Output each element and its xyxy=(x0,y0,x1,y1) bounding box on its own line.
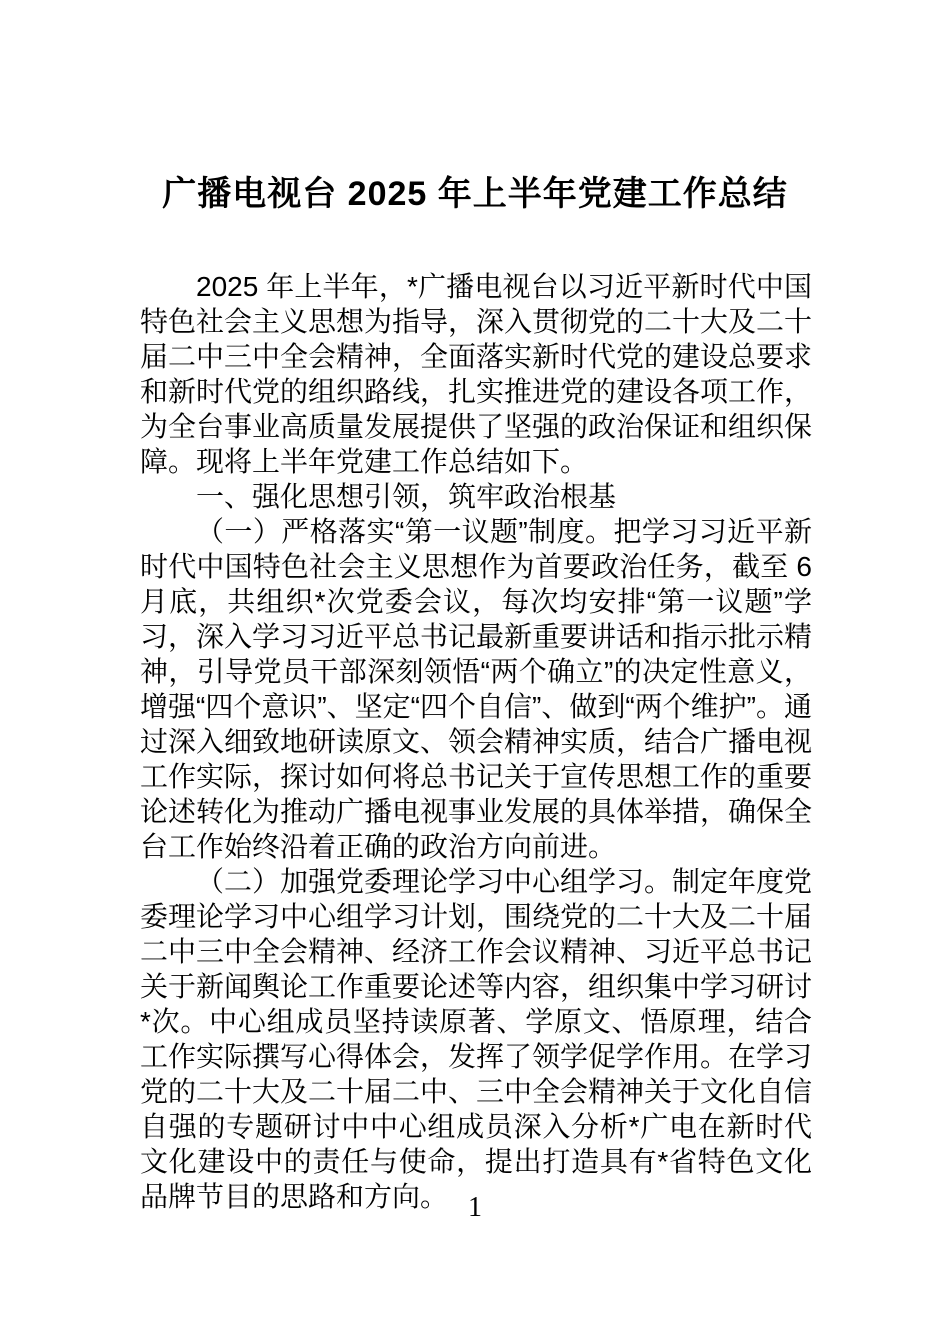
section-heading-1: 一、强化思想引领，筑牢政治根基 xyxy=(196,481,617,512)
paragraph-intro: 2025 年上半年，*广播电视台以习近平新时代中国特色社会主义思想为指导，深入贯彻党的二十大及二十届二中三中全会精神，全面落实新时代党的建设总要求和新时代党的组织路线，扎实推进党的建设各项工作，为全台事业高质量发展提供了坚强的政治保证和组织保障。现将上半年党建工作总结如下。 xyxy=(140,271,813,477)
paragraph-section1-item1: （一）严格落实“第一议题”制度。把学习习近平新时代中国特色社会主义思想作为首要政治任务，截至 6 月底，共组织*次党委会议，每次均安排“第一议题”学习，深入学习习近平总书记最新重要讲话和指示批示精神，引导党员干部深刻领悟“两个确立”的决定性意义，增强“四个意识”、坚定“四个自信”、做到“两个维护”。通过深入细致地研读原文、领会精神实质，结合广播电视工作实际，探讨如何将总书记关于宣传思想工作的重要论述转化为推动广播电视事业发展的具体举措，确保全台工作始终沿着正确的政治方向前进。 xyxy=(140,516,813,862)
document-body xyxy=(140,269,812,1214)
page-number: 1 xyxy=(468,1192,482,1223)
document-title: 广播电视台 2025 年上半年党建工作总结 xyxy=(162,175,788,213)
paragraph-section1-item2: （二）加强党委理论学习中心组学习。制定年度党委理论学习中心组学习计划，围绕党的二十大及二十届二中三中全会精神、经济工作会议精神、习近平总书记关于新闻舆论工作重要论述等内容，组织集中学习研讨*次。中心组成员坚持读原著、学原文、悟原理，结合工作实际撰写心得体会，发挥了领学促学作用。在学习党的二十大及二十届二中、三中全会精神关于文化自信自强的专题研讨中中心组成员深入分析*广电在新时代文化建设中的责任与使命，提出打造具有*省特色文化品牌节目的思路和方向。 xyxy=(140,866,813,1212)
